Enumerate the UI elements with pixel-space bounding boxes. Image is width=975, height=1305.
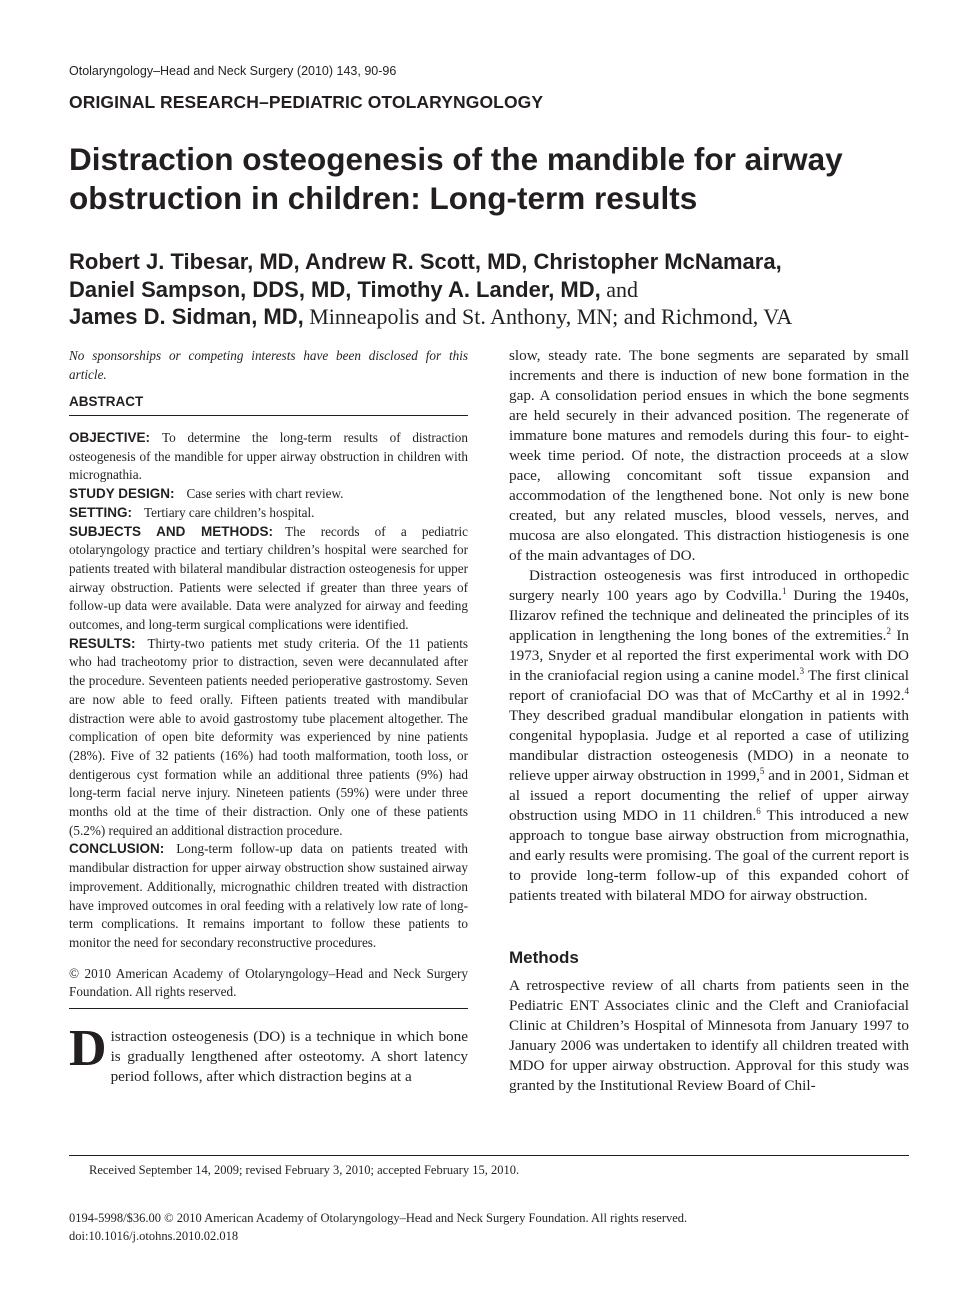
reference-5[interactable]: 5 [759, 766, 765, 776]
methods-text: The records of a pediatric otolaryngology practice and tertiary children’s hospital were searched for patients treated with bilateral mandibular distraction osteogenesis for upper airway obstruction. Patients were selected if greater than three years of follow-up data were available. Data were analyzed for airway and feeding outcomes, and long-term surgical complications were identified. [69, 523, 468, 633]
abstract-results [69, 635, 468, 841]
conclusion-label: CONCLUSION: [69, 841, 165, 857]
authors-line-2: Daniel Sampson, DDS, MD, Timothy A. Lander, MD, [69, 276, 601, 302]
reference-1[interactable]: 1 [781, 586, 787, 596]
p2-sentence: They described gradual mandibular elongation in patients with congenital hypoplasia. Judge et al reported a case of utilizing mandibular distraction osteogenesis (MDO) in a neonate to relieve upper airway obstruction in 1999, [509, 707, 909, 784]
body-paragraph-2 [509, 566, 909, 906]
abstract-conclusion [69, 840, 468, 952]
body-paragraph-1: slow, steady rate. The bone segments are separated by small increments and there is induction of new bone formation in the gap. A consolidation period ensues in which the bone segments are held securely in their advanced position. The regenerate of immature bone matures and remodels during this four- to eight-week time period. Of note, the distraction proceeds at a slow pace, allowing concomitant soft tissue expansion and accommodation of the lengthened bone. Not only is new bone created, but any related muscles, blood vessels, nerves, and mucosa are also elongated. This distraction histiogenesis is one of the main advantages of DO. [509, 347, 909, 564]
drop-cap: D [69, 1020, 107, 1078]
journal-citation: Otolaryngology–Head and Neck Surgery (2010) 143, 90-96 [69, 64, 397, 78]
abstract-copyright: © 2010 American Academy of Otolaryngology–Head and Neck Surgery Foundation. All rights reserved. [69, 965, 468, 1009]
intro-paragraph [69, 1020, 468, 1087]
abstract-design [69, 485, 468, 504]
section-heading: ORIGINAL RESEARCH–PEDIATRIC OTOLARYNGOLOGY [69, 92, 544, 112]
abstract-body [69, 429, 468, 953]
received-dates: Received September 14, 2009; revised February 3, 2010; accepted February 15, 2010. [89, 1163, 520, 1177]
design-label: STUDY DESIGN: [69, 486, 175, 502]
right-column [509, 346, 909, 1096]
p2-sentence: In 1973, Snyder et al reported the first experimental work with DO in the craniofacial region using a canine model. [509, 627, 909, 684]
authors-line-3: James D. Sidman, MD, [69, 304, 304, 329]
disclosure-note: No sponsorships or competing interests have been disclosed for this article. [69, 348, 468, 382]
abstract-methods [69, 523, 468, 635]
doi[interactable]: doi:10.1016/j.otohns.2010.02.018 [69, 1229, 239, 1243]
setting-text: Tertiary care children’s hospital. [144, 504, 315, 520]
reference-4[interactable]: 4 [904, 686, 909, 696]
reference-2[interactable]: 2 [886, 626, 891, 636]
abstract-objective [69, 429, 468, 485]
objective-text: To determine the long-term results of distraction osteogenesis of the mandible for upper airway obstruction in children with micrognathia. [69, 430, 468, 483]
reference-3[interactable]: 3 [799, 666, 805, 676]
authors-and: and [606, 276, 639, 302]
issn-copyright: 0194-5998/$36.00 © 2010 American Academy of Otolaryngology–Head and Neck Surgery Foundation. All rights reserved. [69, 1211, 688, 1225]
p2-sentence: Distraction osteogenesis was first introduced in orthopedic surgery nearly 100 years ago by Codvilla. [509, 567, 909, 604]
p2-sentence: The first clinical report of craniofacial DO was that of McCarthy et al in 1992. [509, 667, 910, 704]
design-text: Case series with chart review. [186, 486, 344, 502]
intro-text: istraction osteogenesis (DO) is a technique in which bone is gradually lengthened after osteotomy. A short latency period follows, after which distraction begins at a [110, 1028, 468, 1086]
setting-label: SETTING: [69, 504, 132, 520]
abstract-heading: ABSTRACT [69, 394, 468, 416]
methods-label: SUBJECTS AND METHODS: [69, 523, 274, 539]
author-affiliation: Minneapolis and St. Anthony, MN; and Richmond, VA [309, 304, 793, 329]
article-title: Distraction osteogenesis of the mandible for airway obstruction in children: Long-term results [69, 141, 843, 216]
objective-label: OBJECTIVE: [69, 430, 151, 445]
p2-sentence: and in 2001, Sidman et al issued a report documenting the relief of upper airway obstruction using MDO in 11 children. [509, 767, 909, 824]
author-list [69, 248, 949, 331]
p2-sentence: During the 1940s, Ilizarov refined the technique and delineated the principles of its application in lengthening the long bones of the extremities. [509, 587, 909, 644]
results-label: RESULTS: [69, 635, 136, 651]
results-text: Thirty-two patients met study criteria. Of the 11 patients who had tracheotomy prior to distraction, seven were decannulated after the procedure. Seventeen patients needed perioperative gastrostomy. Seven are now able to feed orally. Fifteen patients treated with mandibular distraction were able to avoid gastrostomy tube placement altogether. The complication of open bite deformity was experienced by nine patients (28%). Five of 32 patients (16%) had tooth malformation, tooth loss, or dentigerous cyst formation while an additional three patients (9%) had long-term facial nerve injury. Nineteen patients (59%) were under three months old at the time of their distraction. Only one of these patients (5.2%) required an additional distraction procedure. [69, 635, 468, 838]
conclusion-text: Long-term follow-up data on patients treated with mandibular distraction for upper airway obstruction show sustained airway improvement. Additionally, micrognathic children treated with distraction have improved outcomes in oral feeding with a relatively low rate of long-term complications. It remains important to follow these patients to monitor the need for secondary reconstructive procedures. [69, 841, 468, 950]
left-column [69, 346, 468, 1087]
footer-divider [69, 1155, 909, 1156]
authors-line-1: Robert J. Tibesar, MD, Andrew R. Scott, MD, Christopher McNamara, [69, 249, 782, 274]
methods-heading: Methods [509, 948, 579, 967]
methods-paragraph: A retrospective review of all charts from patients seen in the Pediatric ENT Associates clinic and the Cleft and Craniofacial Clinic at Children’s Hospital of Minnesota from January 1997 to January 2006 was undertaken to identify all children treated with MDO for upper airway obstruction. Approval for this study was granted by the Institutional Review Board of Chil- [509, 977, 909, 1094]
abstract-setting [69, 504, 468, 523]
reference-6[interactable]: 6 [756, 806, 761, 816]
p2-sentence: This introduced a new approach to tongue base airway obstruction from micrognathia, and early results were promising. The goal of the current report is to provide long-term follow-up of this expanded cohort of patients treated with bilateral MDO for airway obstruction. [509, 807, 910, 904]
